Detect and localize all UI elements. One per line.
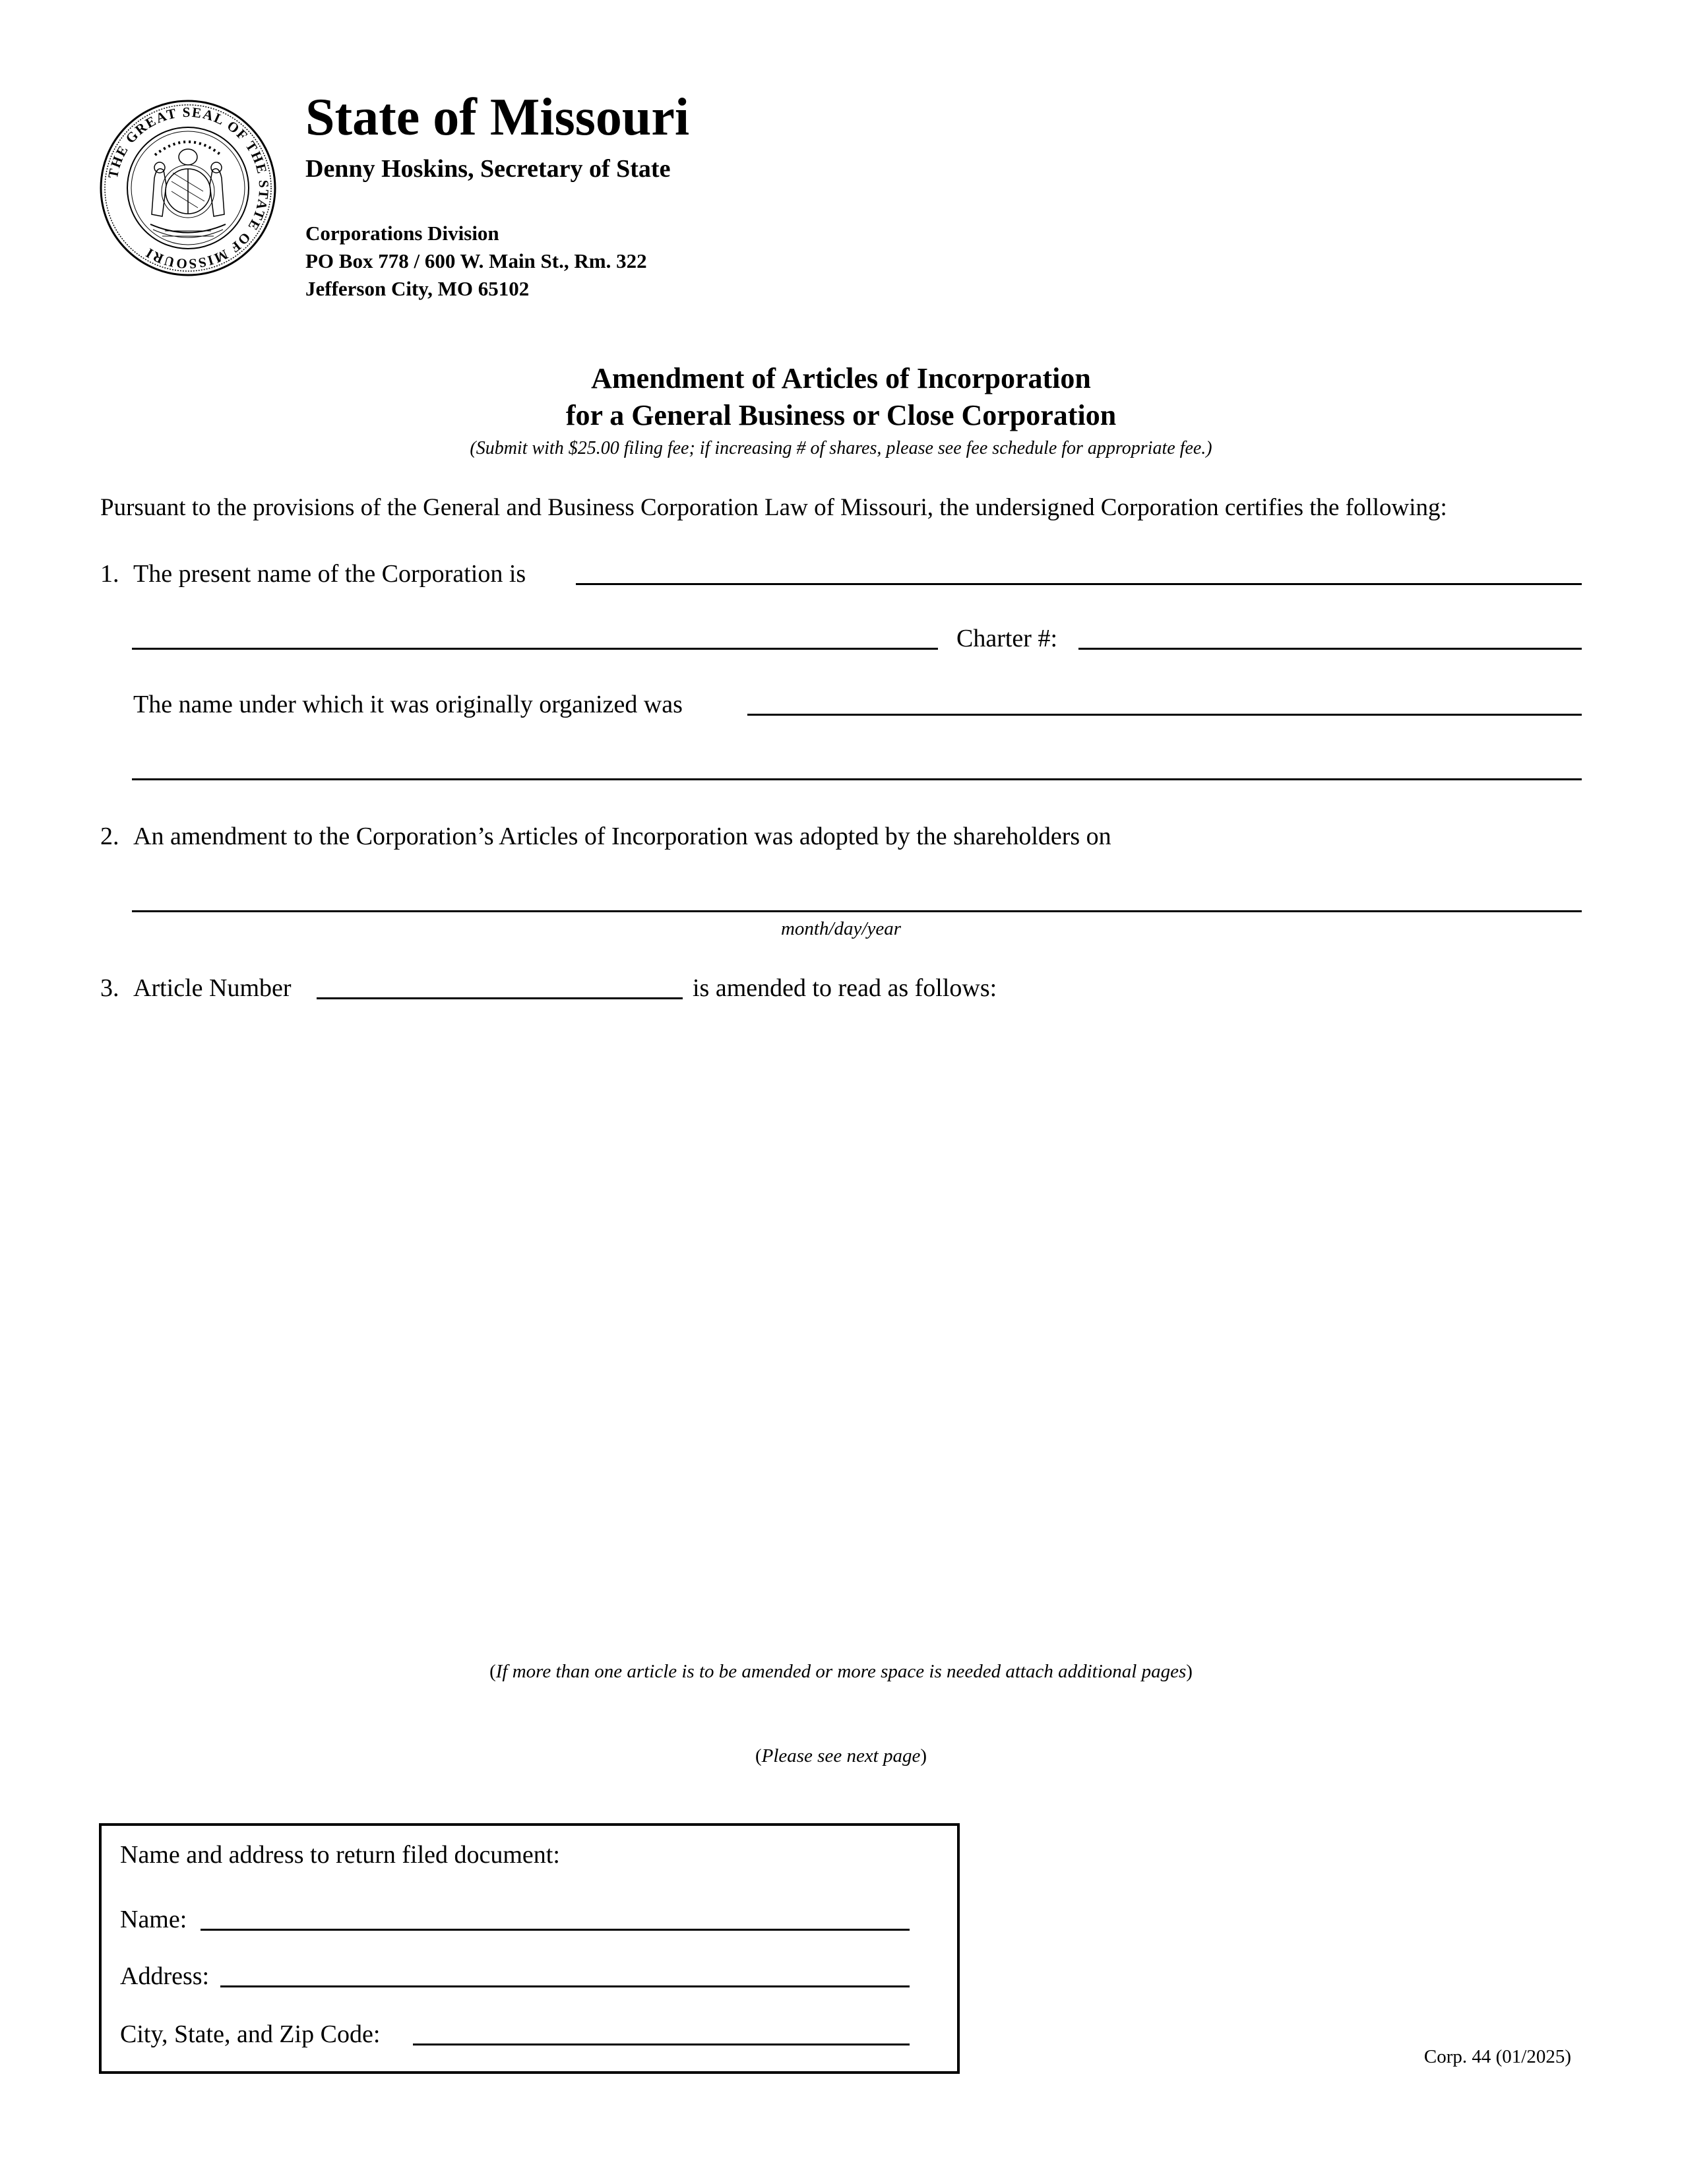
form-title-line1: Amendment of Articles of Incorporation [591,362,1091,394]
present-name-field-line2[interactable] [132,648,938,650]
item1-label: The present name of the Corporation is [133,560,526,588]
svg-text:THE GREAT SEAL OF THE STATE OF: THE GREAT SEAL OF THE STATE OF MISSOURI [104,104,272,272]
form-id: Corp. 44 (01/2025) [1423,2046,1571,2067]
state-title: State of Missouri [305,88,690,146]
original-name-field-line2[interactable] [132,778,1582,780]
return-name-label: Name: [120,1906,187,1933]
return-name-field[interactable] [201,1929,910,1931]
division-address [305,220,647,303]
item3-number: 3. [100,974,119,1002]
original-name-label: The name under which it was originally organized was [133,691,683,718]
address-line-2: Jefferson City, MO 65102 [305,277,530,300]
article-number-label: Article Number [133,974,292,1002]
secretary-of-state: Denny Hoskins, Secretary of State [305,155,671,183]
next-page-note: (Please see next page) [755,1745,927,1766]
article-number-field[interactable] [317,997,683,999]
form-title-line2: for a General Business or Close Corporation [565,399,1117,431]
return-address-field[interactable] [220,1985,910,1987]
return-city-label: City, State, and Zip Code: [120,2020,381,2048]
division-name: Corporations Division [305,222,499,245]
charter-label: Charter #: [956,625,1058,652]
present-name-field-line1[interactable] [576,583,1582,585]
amendment-text-area[interactable] [99,1016,1583,1649]
return-address-label: Address: [120,1962,210,1990]
item1-number: 1. [100,560,119,588]
charter-number-field[interactable] [1078,648,1582,650]
return-address-box [99,1823,960,2074]
item2-label: An amendment to the Corporation’s Articles of Incorporation was adopted by the shareholders on [133,823,1111,850]
return-city-field[interactable] [413,2044,910,2045]
amended-text-label: is amended to read as follows: [693,974,997,1002]
address-line-1: PO Box 778 / 600 W. Main St., Rm. 322 [305,249,647,272]
state-seal-icon [99,99,277,277]
adoption-date-field[interactable] [132,910,1582,912]
filing-fee-note: (Submit with $25.00 filing fee; if increasing # of shares, please see fee schedule for appropriate fee.) [470,438,1212,458]
return-box-heading: Name and address to return filed document: [120,1841,560,1869]
intro-paragraph: Pursuant to the provisions of the General and Business Corporation Law of Missouri, the undersigned Corporation certifies the following: [100,494,1447,521]
item2-number: 2. [100,823,119,850]
attach-pages-note: (If more than one article is to be amended or more space is needed attach additional pages) [489,1661,1193,1682]
original-name-field-line1[interactable] [747,714,1582,716]
date-caption: month/day/year [780,918,901,939]
